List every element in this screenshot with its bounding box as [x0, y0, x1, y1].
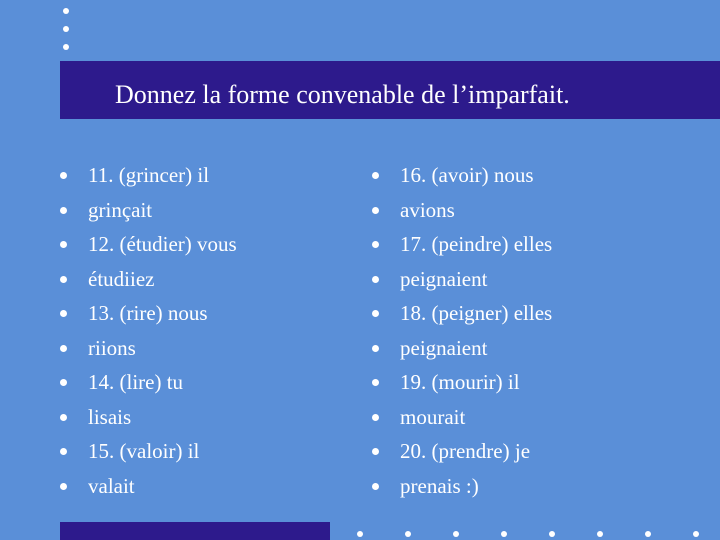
- item-text: 20. (prendre) je: [400, 439, 531, 463]
- bullet-icon: [60, 172, 67, 179]
- decor-dot: [63, 8, 69, 14]
- bullet-icon: [60, 448, 67, 455]
- item-text: 13. (rire) nous: [88, 301, 208, 325]
- item-text: 15. (valoir) il: [88, 439, 200, 463]
- list-item: [60, 365, 237, 400]
- item-text: valait: [88, 473, 135, 498]
- left-exercise-list: [60, 158, 237, 503]
- item-text: prenais :): [400, 473, 479, 498]
- list-item: [60, 193, 237, 228]
- list-item: [372, 400, 552, 435]
- item-text: 14. (lire) tu: [88, 370, 184, 394]
- decor-dot: [453, 531, 459, 537]
- decor-dot: [63, 26, 69, 32]
- bullet-icon: [60, 276, 67, 283]
- item-text: peignaient: [400, 335, 488, 360]
- decor-dot: [405, 531, 411, 537]
- list-item: [60, 331, 237, 366]
- list-item: [60, 400, 237, 435]
- decor-dot: [693, 531, 699, 537]
- bullet-icon: [372, 483, 379, 490]
- item-text: 17. (peindre) elles: [400, 232, 553, 256]
- list-item: [372, 296, 552, 331]
- list-item: [372, 365, 552, 400]
- bullet-icon: [372, 379, 379, 386]
- bullet-icon: [372, 276, 379, 283]
- decor-dot: [357, 531, 363, 537]
- bullet-icon: [60, 379, 67, 386]
- bullet-icon: [372, 207, 379, 214]
- decor-dot: [645, 531, 651, 537]
- item-text: 16. (avoir) nous: [400, 163, 534, 187]
- item-text: grinçait: [88, 197, 153, 222]
- item-text: mourait: [400, 404, 466, 429]
- item-text: lisais: [88, 404, 132, 429]
- decor-dot: [597, 531, 603, 537]
- bullet-icon: [372, 414, 379, 421]
- right-exercise-list: [372, 158, 552, 503]
- item-text: 19. (mourir) il: [400, 370, 520, 394]
- bullet-icon: [60, 241, 67, 248]
- list-item: [60, 434, 237, 469]
- bullet-icon: [372, 345, 379, 352]
- item-text: peignaient: [400, 266, 488, 291]
- list-item: [60, 296, 237, 331]
- item-text: étudiiez: [88, 266, 155, 291]
- item-text: avions: [400, 197, 455, 222]
- bullet-icon: [372, 310, 379, 317]
- list-item: [372, 158, 552, 193]
- list-item: [372, 331, 552, 366]
- list-item: [60, 262, 237, 297]
- decor-dot: [549, 531, 555, 537]
- bullet-icon: [60, 414, 67, 421]
- slide-title: Donnez la forme convenable de l’imparfait.: [115, 80, 570, 109]
- bullet-icon: [60, 310, 67, 317]
- list-item: [372, 469, 552, 504]
- bullet-icon: [372, 172, 379, 179]
- bullet-icon: [372, 241, 379, 248]
- item-text: 18. (peigner) elles: [400, 301, 553, 325]
- list-item: [372, 434, 552, 469]
- list-item: [372, 227, 552, 262]
- item-text: riions: [88, 335, 136, 360]
- bullet-icon: [60, 207, 67, 214]
- list-item: [60, 227, 237, 262]
- title-band: [60, 61, 720, 119]
- list-item: [60, 469, 237, 504]
- footer-band: [60, 522, 330, 540]
- bullet-icon: [60, 483, 67, 490]
- item-text: 12. (étudier) vous: [88, 232, 237, 256]
- list-item: [372, 193, 552, 228]
- bullet-icon: [372, 448, 379, 455]
- decor-dot: [63, 44, 69, 50]
- bullet-icon: [60, 345, 67, 352]
- decor-dot: [501, 531, 507, 537]
- item-text: 11. (grincer) il: [88, 163, 210, 187]
- list-item: [372, 262, 552, 297]
- list-item: [60, 158, 237, 193]
